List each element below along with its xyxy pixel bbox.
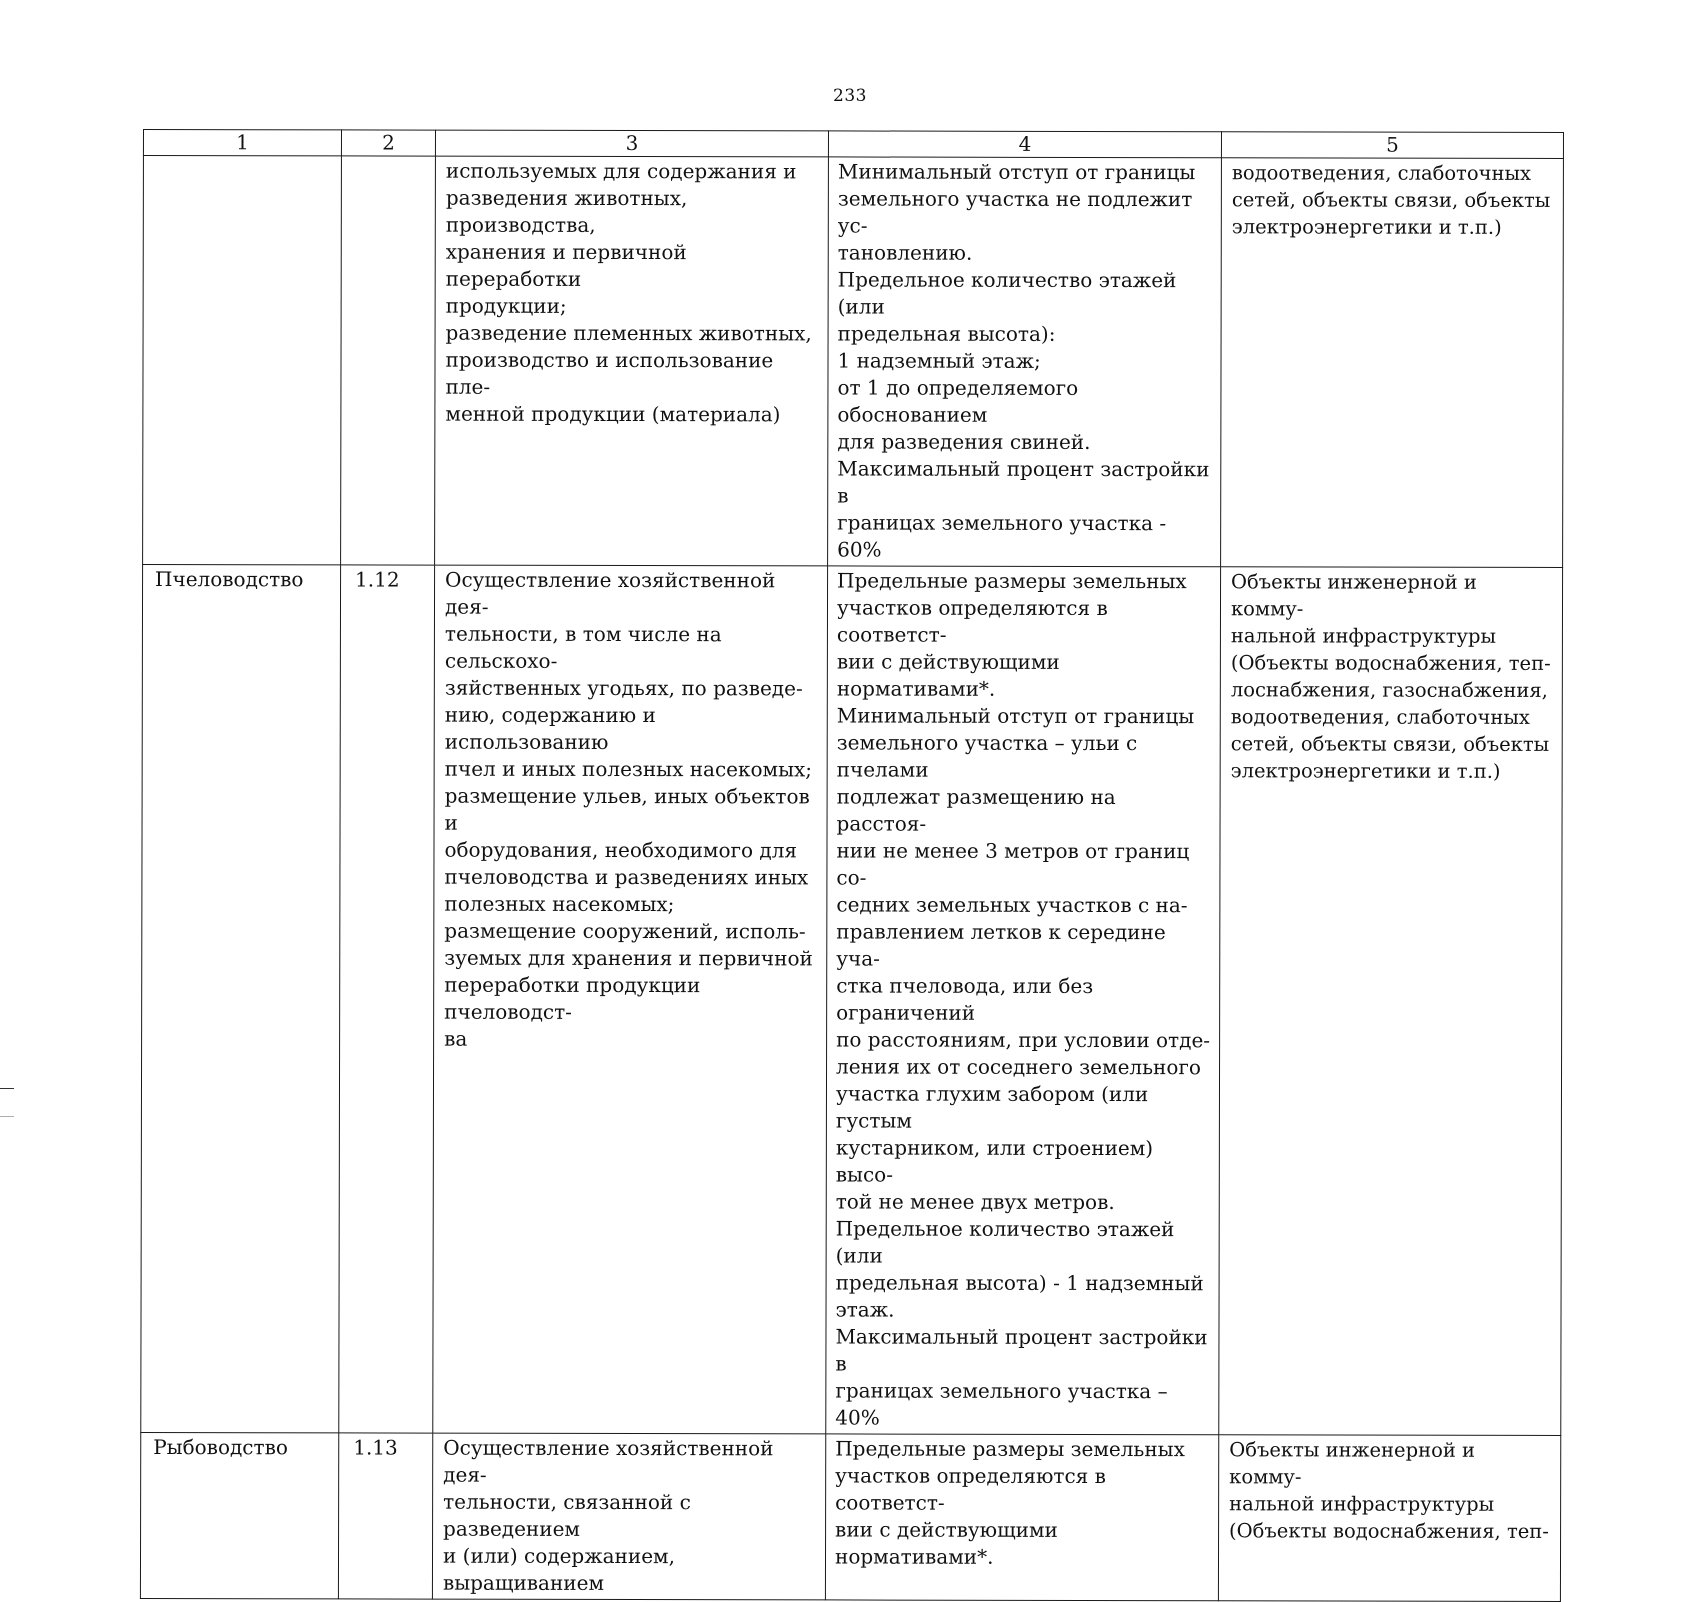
auxiliary-infrastructure: Объекты инженерной и комму- нальной инфраструктуры (Объекты водоснабжения, теп-	[1218, 1435, 1560, 1602]
land-use-code: 1.12	[339, 565, 435, 1433]
land-use-name: Рыбоводство	[140, 1432, 338, 1598]
auxiliary-infrastructure: Объекты инженерной и комму- нальной инфраструктуры (Объекты водоснабжения, теп- лоснабжения, газоснабжения, водоотведения, слаботочных сетей, объекты связи, объекты электроэнергетики и т.п.)	[1219, 567, 1563, 1436]
column-header-3: 3	[435, 130, 828, 157]
column-header-1: 1	[143, 130, 341, 156]
page-number: 233	[833, 86, 867, 106]
table-row-beekeeping	[141, 565, 1563, 1436]
land-use-name: Пчеловодство	[141, 565, 341, 1433]
table-header-row	[143, 130, 1563, 159]
building-parameters: Предельные размеры земельных участков определяются в соответст- вии с действующими нормативами*. Минимальный отступ от границы земельного участка – ульи с пчелами подлежат размещению на расстоя- нии не менее 3 метров от границ со- седних земельных участков с на- правлением летков к середине уча- стка пчеловода, или без ограничений по расстояниям, при условии отде- ления их от соседнего земельного участка глухим забором (или густым кустарником, или строением) высо- той не менее двух метров. Предельное количество этажей (или предельная высота) - 1 надземный этаж. Максимальный процент застройки в границах земельного участка – 40%	[826, 566, 1221, 1435]
table-row-continuation	[143, 156, 1564, 568]
building-parameters: Минимальный отступ от границы земельного участка не подлежит ус- тановлению. Предельное количество этажей (или предельная высота): 1 надземный этаж; от 1 до определяемого обоснованием для разведения свиней. Максимальный процент застройки в границах земельного участка - 60%	[828, 157, 1222, 567]
column-header-5: 5	[1221, 132, 1563, 159]
auxiliary-infrastructure: водоотведения, слаботочных сетей, объекты связи, объекты электроэнергетики и т.п.)	[1221, 158, 1564, 568]
land-use-description: Осуществление хозяйственной дея- тельности, связанной с разведением и (или) содержанием, выращиванием	[432, 1433, 825, 1600]
margin-mark	[0, 1116, 14, 1117]
land-use-description: Осуществление хозяйственной дея- тельности, в том числе на сельскохо- зяйственных угодьях, по разведе- нию, содержанию и использованию пчел и иных полезных насекомых; размещение ульев, иных объектов и оборудования, необходимого для пчеловодства и разведениях иных полезных насекомых; размещение сооружений, исполь- зуемых для хранения и первичной переработки продукции пчеловодст- ва	[433, 565, 828, 1434]
margin-mark	[0, 1088, 14, 1089]
column-header-4: 4	[828, 131, 1221, 158]
land-use-name	[143, 156, 342, 565]
land-use-table	[140, 129, 1564, 1602]
table-row-fish-farming	[140, 1432, 1560, 1601]
column-header-2: 2	[341, 130, 435, 156]
land-use-description: используемых для содержания и разведения животных, производства, хранения и первичной переработки продукции; разведение племенных животных, производство и использование пле- менной продукции (материала)	[435, 156, 829, 566]
building-parameters: Предельные размеры земельных участков определяются в соответст- вии с действующими нормативами*.	[825, 1434, 1218, 1601]
land-use-code	[341, 156, 436, 565]
land-use-code: 1.13	[338, 1433, 432, 1599]
